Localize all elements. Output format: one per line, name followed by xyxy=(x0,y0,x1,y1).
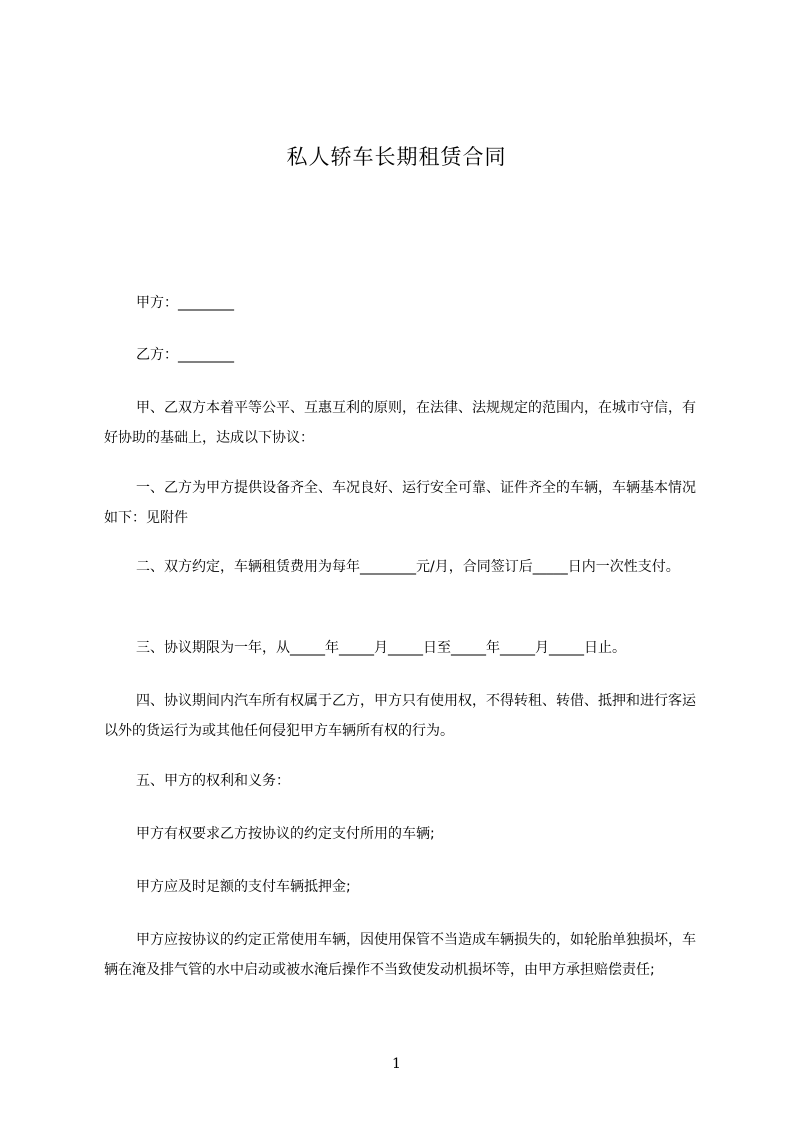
party-b-line: 乙方：________ xyxy=(136,347,234,363)
clause-5-heading: 五、甲方的权利和义务： xyxy=(136,773,290,789)
page-number: 1 xyxy=(392,1056,401,1072)
clause-3-paragraph: 三、协议期限为一年，从_____年_____月_____日至_____年_____月_____日止。 xyxy=(136,640,626,656)
clause-2-paragraph: 二、双方约定，车辆租赁费用为每年________元/月，合同签订后_____日内一次性支付。 xyxy=(136,559,680,575)
clause-1-paragraph: 一、乙方为甲方提供设备齐全、车况良好、运行安全可靠、证件齐全的车辆，车辆基本情况如下：见附件 xyxy=(104,480,696,526)
document-title: 私人轿车长期租赁合同 xyxy=(286,145,507,169)
party-a-line: 甲方：________ xyxy=(136,295,234,311)
clause-5-item-3: 甲方应按协议的约定正常使用车辆，因使用保管不当造成车辆损失的，如轮胎单独损坏，车辆在淹及排气管的水中启动或被水淹后操作不当致使发动机损坏等，由甲方承担赔偿责任; xyxy=(104,932,696,978)
clause-5-item-1: 甲方有权要求乙方按协议的约定支付所用的车辆; xyxy=(136,826,435,842)
clause-5-item-2: 甲方应及时足额的支付车辆抵押金; xyxy=(136,879,351,895)
preamble-paragraph: 甲、乙双方本着平等公平、互惠互利的原则，在法律、法规规定的范围内，在城市守信，有好协助的基础上，达成以下协议： xyxy=(104,400,696,446)
clause-4-paragraph: 四、协议期间内汽车所有权属于乙方，甲方只有使用权，不得转租、转借、抵押和进行客运以外的货运行为或其他任何侵犯甲方车辆所有权的行为。 xyxy=(104,693,696,739)
